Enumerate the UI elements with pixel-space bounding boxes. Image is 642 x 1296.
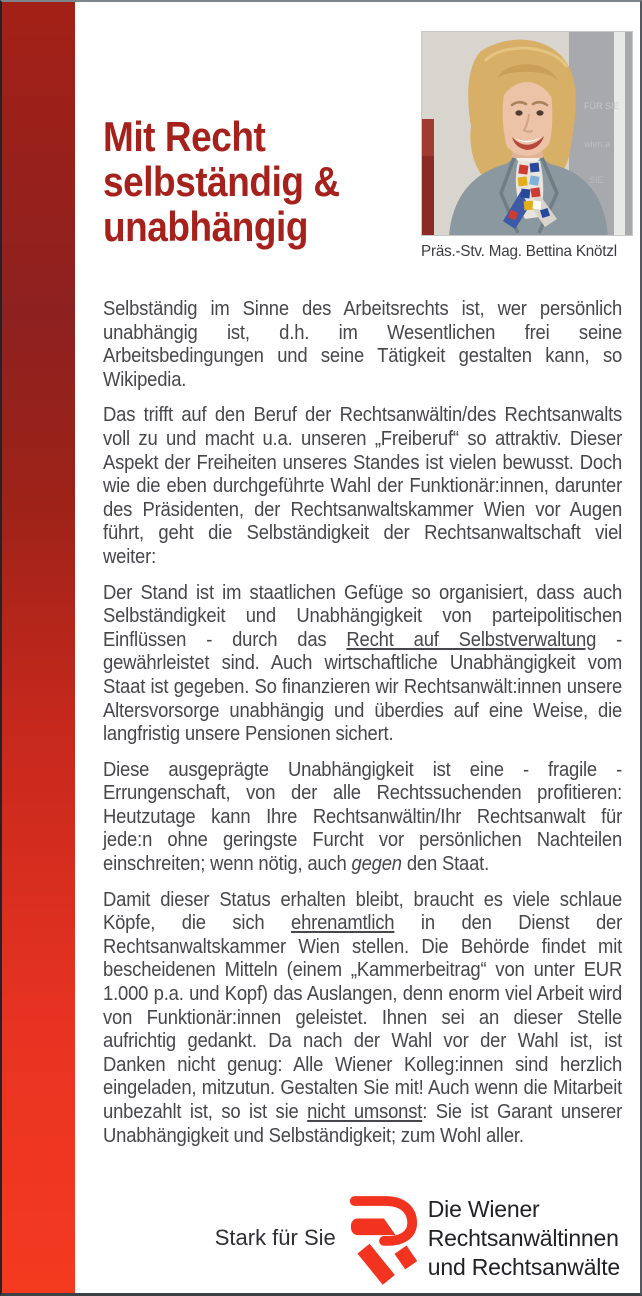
photo-bg-blur-text-3: SIE bbox=[589, 175, 604, 185]
text-segment: - gewährleistet sind. Auch wirtschaftliche Unabhängigkeit vom Staat ist gegeben. So finanzieren wir Rechtsanwält:innen unsere Altersvorsorge unabhängig und überdies auf eine Weise, die langfristig unsere Pensionen sichert. bbox=[103, 628, 623, 746]
photo-bg-blur-text-1: FÜR SIE bbox=[584, 101, 620, 111]
text-segment: Selbständig im Sinne des Arbeitsrechts ist, wer persönlich unabhängig ist, d.h. im Wesentlichen frei seine Arbeitsbedingungen und seine Tätigkeit gestalten kann, so Wikipedia. bbox=[103, 298, 623, 391]
text-segment: : Sie ist Garant unserer Unabhängigkeit und Selbständigkeit; zum Wohl aller. bbox=[103, 1101, 623, 1147]
text-line: Mit Recht bbox=[103, 113, 266, 160]
paragraph bbox=[103, 298, 622, 392]
text-segment: Das trifft auf den Beruf der Rechtsanwältin/des Rechtsanwalts voll zu und macht u.a. unseren „Freiberuf“ so attraktiv. Dieser Aspekt der Freiheiten unseres Standes ist vielen bewusst. Doch wie die eben durchgeführte Wahl der Funktionär:innen, darunter des Präsidenten, der Rechtsanwaltskammer Wien vor Augen führt, geht die Selbständigkeit der Rechtsanwaltschaft viel weiter: bbox=[103, 404, 623, 568]
underlined-text: nicht umsonst bbox=[307, 1101, 423, 1123]
footer-tagline: Stark für Sie bbox=[214, 1225, 336, 1250]
underlined-text: Recht auf Selbstverwaltung bbox=[346, 628, 597, 651]
text-segment: in den Dienst der Rechtsanwaltskammer Wien stellen. Die Behörde findet mit bescheidenen Mitteln (einem „Kammerbeitrag“ von unter EUR 1.000 p.a. und Kopf) das Auslangen, denn enorm viel Arbeit wird von Funktionär:innen geleistet. Ihnen sei an dieser Stelle aufrichtig gedankt. Da nach der Wahl vor der Wahl ist, ist Danken nicht genug: Alle Wiener Kolleg:innen sind herzlich eingeladen, mitzutun. Gestalten Sie mit! Auch wenn die Mitarbeit unbezahlt ist, so ist sie bbox=[103, 912, 623, 1123]
portrait-photo bbox=[421, 31, 633, 236]
text-line: unabhängig bbox=[103, 203, 309, 250]
footer bbox=[215, 1188, 620, 1288]
text-line: Die Wiener bbox=[427, 1195, 540, 1222]
text-segment: Diese ausgeprägte Unabhängigkeit ist eine - fragile - Errungenschaft, von der alle Rechtssuchenden profitieren: Heutzutage kann Ihre Rechtsanwältin/Ihr Rechtsanwalt für jede:n ohne geringste Furcht vor persönlichen Nachteilen einschreiten; wenn nötig, auch bbox=[103, 758, 623, 876]
left-red-gradient-bar bbox=[2, 2, 75, 1293]
portrait-figure bbox=[421, 31, 633, 261]
text-line: und Rechtsanwälte bbox=[427, 1253, 620, 1280]
italic-text: gegen bbox=[351, 853, 402, 876]
paragraph bbox=[103, 582, 622, 747]
page-title bbox=[103, 114, 340, 249]
body-text bbox=[103, 298, 622, 1160]
paragraph bbox=[103, 759, 622, 877]
eye-left bbox=[515, 110, 522, 115]
photo-caption: Präs.-Stv. Mag. Bettina Knötzl bbox=[421, 243, 617, 260]
text-segment: Der Stand ist im staatlichen Gefüge so organisiert, dass auch Selbständigkeit und Unabhängigkeit von parteipolitischen Einflüssen - durch das bbox=[103, 581, 623, 651]
logo-leg-short bbox=[400, 1250, 411, 1266]
text-segment: Damit dieser Status erhalten bleibt, braucht es viele schlaue Köpfe, die sich bbox=[103, 888, 623, 935]
photo-bg-strip bbox=[614, 31, 625, 236]
photo-bg-red-object-dark bbox=[421, 156, 434, 236]
logo-bar bbox=[351, 1219, 396, 1236]
footer-org-name bbox=[428, 1195, 620, 1282]
text-segment: den Staat. bbox=[401, 853, 490, 876]
rak-wien-r-logo-icon bbox=[345, 1188, 419, 1288]
eye-right bbox=[536, 110, 543, 115]
paragraph bbox=[103, 889, 622, 1149]
underlined-text: ehrenamtlich bbox=[291, 912, 395, 935]
text-line: Rechtsanwältinnen bbox=[427, 1224, 619, 1251]
text-line: selbständig & bbox=[103, 158, 340, 205]
paragraph bbox=[103, 404, 622, 569]
photo-bg-blur-text-2: wien.a bbox=[584, 139, 611, 149]
logo-leg-long bbox=[363, 1249, 388, 1280]
